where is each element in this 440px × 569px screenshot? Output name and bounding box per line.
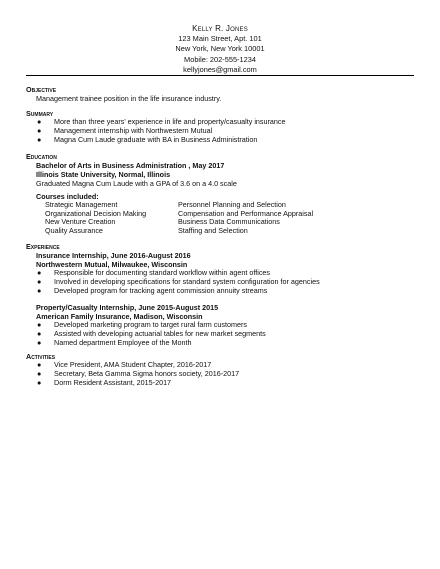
list-item: ● Secretary, Beta Gamma Sigma honors society, 2016-2017	[37, 368, 240, 378]
job-role: Property/Casualty Internship, June 2015-August 2015	[36, 303, 219, 313]
header-divider	[26, 75, 414, 76]
list-item: ● More than three years' experience in life and property/casualty insurance	[37, 117, 286, 126]
list-item: ● Assisted with developing actuarial tables for new market segments	[37, 329, 266, 339]
objective-section	[26, 85, 416, 103]
job-entry	[26, 251, 416, 295]
activities-section	[26, 352, 416, 387]
bullet-icon: ●	[37, 134, 42, 144]
list-item: ● Vice President, AMA Student Chapter, 2016-2017	[37, 360, 212, 369]
list-item: ● Developed program for tracking agent commission annuity streams	[37, 285, 268, 295]
list-item: ● Management internship with Northwestern Mutual	[37, 125, 213, 135]
bullet-icon: ●	[37, 329, 42, 339]
course-item: Business Data Communications	[178, 217, 280, 227]
summary-section	[26, 109, 416, 144]
bullet-icon: ●	[37, 320, 42, 330]
course-item: Staffing and Selection	[178, 225, 248, 235]
bullet-icon: ●	[37, 276, 42, 286]
course-item: Personnel Planning and Selection	[178, 200, 286, 209]
bullet-icon: ●	[37, 268, 42, 277]
bullet-icon: ●	[37, 125, 42, 135]
list-item: ● Involved in developing specifications for standard system configuration for agencies	[37, 276, 320, 286]
job-role: Insurance Internship, June 2016-August 2016	[36, 251, 191, 260]
candidate-name: Kelly R. Jones	[192, 24, 248, 33]
job-company: American Family Insurance, Madison, Wisconsin	[36, 312, 203, 322]
list-item: ● Developed marketing program to target rural farm customers	[37, 320, 247, 330]
list-item: ● Named department Employee of the Month	[37, 337, 192, 347]
objective-title: Objective	[26, 85, 57, 94]
course-item: Compensation and Performance Appraisal	[178, 208, 314, 218]
course-item: Quality Assurance	[45, 225, 103, 235]
job-entry	[26, 303, 416, 347]
bullet-icon: ●	[37, 337, 42, 347]
course-item: Strategic Management	[45, 200, 118, 209]
activities-list	[26, 361, 416, 387]
bullet-icon: ●	[37, 117, 42, 126]
objective-text: Management trainee position in the life insurance industry.	[36, 94, 222, 103]
courses-title: Courses included:	[36, 192, 99, 201]
courses-grid	[26, 201, 416, 235]
gpa-text: Graduated Magna Cum Laude with a GPA of 3.6 on a 4.0 scale	[36, 179, 237, 188]
list-item: ● Magna Cum Laude graduate with BA in Business Administration	[37, 134, 258, 144]
education-section	[26, 152, 416, 235]
experience-section	[26, 242, 416, 348]
bullet-icon: ●	[37, 285, 42, 295]
mobile-number: Mobile: 202-555-1234	[184, 54, 256, 64]
course-item: New Venture Creation	[45, 217, 116, 227]
job-duties-list	[26, 269, 416, 295]
list-item: ● Dorm Resident Assistant, 2015-2017	[37, 377, 172, 387]
contact-header	[0, 24, 440, 75]
address-line-2: New York, New York 10001	[175, 44, 265, 54]
job-duties-list	[26, 321, 416, 347]
degree-title: Bachelor of Arts in Business Administration , May 2017	[36, 161, 225, 170]
activities-title: Activities	[26, 352, 56, 361]
summary-title: Summary	[26, 109, 54, 118]
address-line-1: 123 Main Street, Apt. 101	[178, 34, 262, 44]
school-name: Illinois State University, Normal, Illinois	[36, 170, 171, 179]
bullet-icon: ●	[37, 377, 42, 387]
bullet-icon: ●	[37, 368, 42, 378]
summary-list	[26, 118, 416, 144]
list-item: ● Responsible for documenting standard workflow within agent offices	[37, 268, 271, 277]
education-title: Education	[26, 152, 57, 161]
bullet-icon: ●	[37, 360, 42, 369]
job-company: Northwestern Mutual, Milwaukee, Wisconsin	[36, 260, 188, 269]
experience-title: Experience	[26, 242, 60, 251]
course-item: Organizational Decision Making	[45, 208, 147, 218]
email-address: kellyjones@gmail.com	[183, 64, 257, 74]
